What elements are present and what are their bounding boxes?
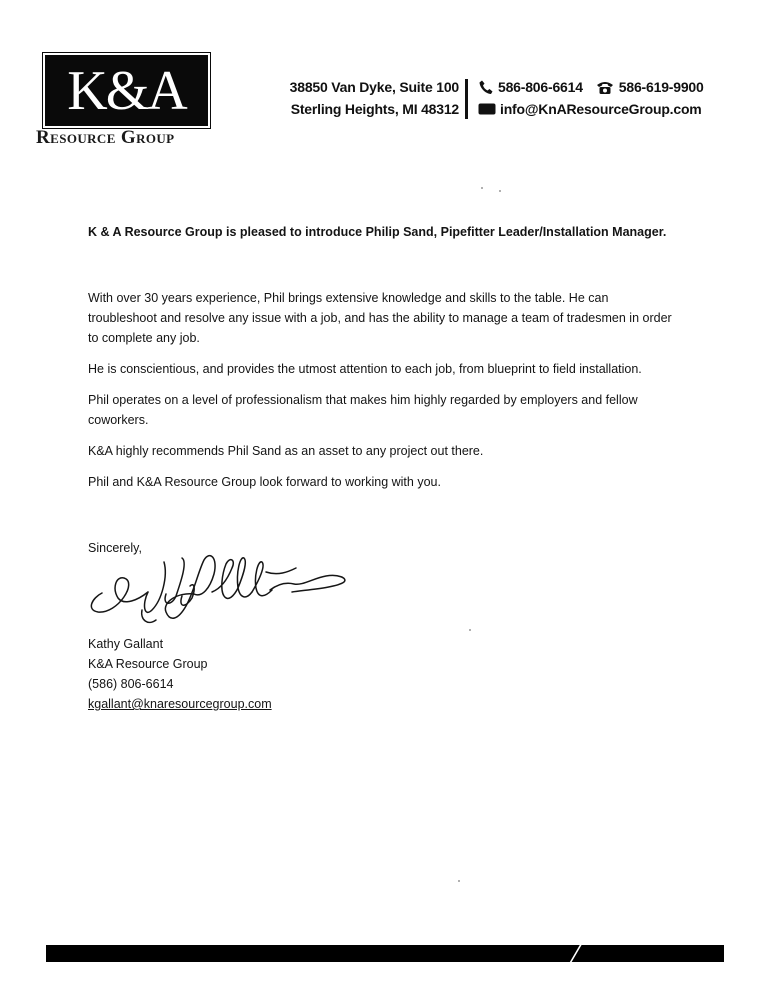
closing: Sincerely, <box>88 541 142 555</box>
introduction: K & A Resource Group is pleased to introduce Philip Sand, Pipefitter Leader/Installation Manager. <box>88 225 667 239</box>
phone-handset-icon <box>478 79 494 95</box>
logo-mark: K&A <box>67 59 186 122</box>
paragraph-closing: Phil and K&A Resource Group look forward to working with you. <box>88 475 441 489</box>
signer-phone: (586) 806-6614 <box>88 677 174 691</box>
company-contact <box>478 76 704 120</box>
scan-speck <box>499 190 501 192</box>
company-address <box>275 76 459 120</box>
signer-email-link[interactable]: kgallant@knaresourcegroup.com <box>88 697 272 711</box>
company-logo <box>45 55 208 126</box>
scan-speck <box>458 880 460 882</box>
signature-block <box>88 634 688 714</box>
footer-slash-mark <box>566 939 586 967</box>
letter-body <box>88 288 688 503</box>
scan-speck <box>469 629 471 631</box>
address-line-2: Sterling Heights, MI 48312 <box>290 101 459 117</box>
signer-company: K&A Resource Group <box>88 657 208 671</box>
paragraph-recommendation: K&A highly recommends Phil Sand as an asset to any project out there. <box>88 444 484 458</box>
logo-subtitle: Resource Group <box>36 127 175 148</box>
paragraph-professionalism: Phil operates on a level of professionalism that makes him highly regarded by employers and fellow coworkers. <box>88 393 638 427</box>
header-divider <box>465 79 468 119</box>
scan-speck <box>481 187 483 189</box>
signer-name: Kathy Gallant <box>88 637 164 651</box>
footer-bar <box>46 945 724 962</box>
address-line-1: 38850 Van Dyke, Suite 100 <box>289 79 459 95</box>
paragraph-conscientious: He is conscientious, and provides the utmost attention to each job, from blueprint to field installation. <box>88 362 642 376</box>
email-envelope-icon <box>478 102 496 116</box>
fax-telephone-icon <box>595 79 615 95</box>
fax-number: 586-619-9900 <box>618 79 704 95</box>
paragraph-experience: With over 30 years experience, Phil brings extensive knowledge and skills to the table. He can troubleshoot and resolve any issue with a job, and has the ability to manage a team of tradesmen in order to complete any job. <box>88 291 672 345</box>
company-email: info@KnAResourceGroup.com <box>500 101 702 117</box>
phone-number: 586-806-6614 <box>498 79 583 95</box>
handwritten-signature <box>82 548 357 628</box>
